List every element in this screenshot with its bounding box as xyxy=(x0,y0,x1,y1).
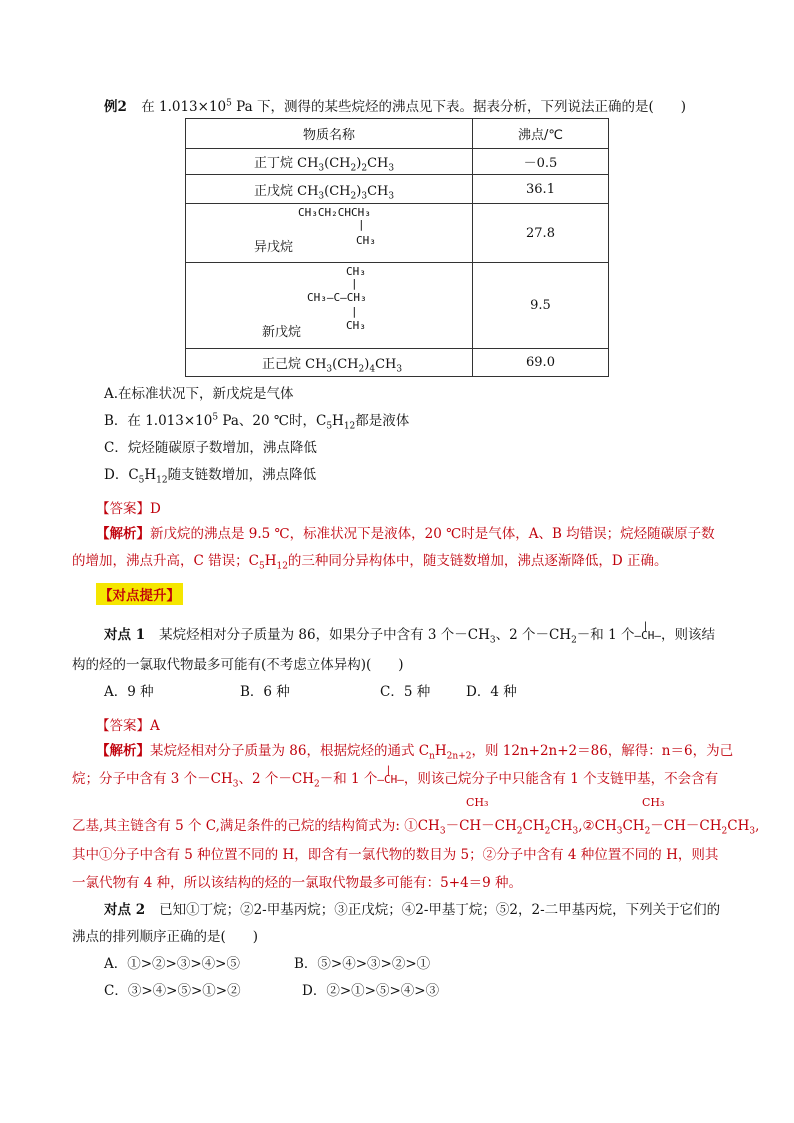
boiling-point-value: 27.8 xyxy=(473,204,609,263)
header-boiling-point: 沸点/℃ xyxy=(473,119,609,149)
q1-line2: 构的烃的一氯取代物最多可能有(不考虑立体异构)( ) xyxy=(72,657,404,673)
table-row xyxy=(186,175,609,204)
option-c: C．烷烃随碳原子数增加，沸点降低 xyxy=(104,440,317,456)
table-row xyxy=(186,263,609,349)
isopentane-name: 异戊烷 xyxy=(254,240,294,255)
substance-cell: 正己烷 $CH_3(CH_2)_4CH_3$ xyxy=(186,349,473,377)
boiling-point-value: 36.1 xyxy=(473,175,609,204)
explanation-1-line5: 一氯代物有 4 种，所以该结构的烃的一氯取代物最多可能有：5+4＝9 种。 xyxy=(72,875,523,891)
substance-cell xyxy=(186,263,473,349)
answer-1: 【答案】A xyxy=(96,718,160,734)
branch-methyl-2: CH₃ xyxy=(642,796,665,809)
section-heading: 【对点提升】 xyxy=(96,583,183,605)
option-d: D．$C_5H_{12}$随支链数增加，沸点降低 xyxy=(104,467,317,486)
q1-option-b: B．6 种 xyxy=(240,684,290,700)
q1-line1: 对点 1 某烷烃相对分子质量为 86，如果分子中含有 3 个$-CH_3$、2 个$-CH_2-$和 1 个 | —CH—，则该结 xyxy=(104,621,715,646)
q2-option-a: A．①>②>③>④>⑤ xyxy=(104,956,240,972)
header-substance: 物质名称 xyxy=(186,119,473,149)
neopentane-bottom: CH₃ xyxy=(346,319,366,332)
q2-option-d: D．②>①>⑤>④>③ xyxy=(302,983,440,999)
option-b: B．在 $1.013\times 10^5$ Pa、20 ℃时，$C_5H_{12}$都是液体 xyxy=(104,412,410,432)
q2-line2: 沸点的排列顺序正确的是( ) xyxy=(72,929,259,945)
explanation-2-line2: 的增加，沸点升高，C 错误；$C_5H_{12}$的三种同分异构体中，随支链数增加，沸点逐渐降低，D 正确。 xyxy=(72,553,668,572)
explanation-1-line3: 乙基,其主链含有 5 个 C,满足条件的己烷的结构简式为: $①CH_3-CH-CH_2CH_2CH_3,②CH_3CH_2-CH-CH_2CH_3$, xyxy=(72,818,760,837)
boiling-point-value: －0.5 xyxy=(473,149,609,175)
answer-2: 【答案】D xyxy=(96,501,161,517)
explanation-1-line4: 其中①分子中含有 5 种位置不同的 H，即含有一氯代物的数目为 5；②分子中含有 4 种位置不同的 H，则其 xyxy=(72,847,719,863)
explanation-1-line1: 【解析】某烷烃相对分子质量为 86，根据烷烃的通式 $C_nH_{2n+2}$，则 12n+2n+2＝86，解得：n＝6，为己 xyxy=(96,743,734,762)
neopentane-top: CH₃ xyxy=(346,265,366,278)
q1-option-a: A．9 种 xyxy=(104,684,154,700)
example-label: 例2 xyxy=(104,99,127,115)
neopentane-name: 新戊烷 xyxy=(262,325,302,340)
explanation-1-line2: 烷；分子中含有 3 个$-CH_3$、2 个$-CH_2-$和 1 个 | —CH—，则该己烷分子中只能含有 1 个支链甲基，不会含有 xyxy=(72,765,719,790)
branch-methyl-1: CH₃ xyxy=(466,796,489,809)
neopentane-middle: CH₃—C—CH₃ xyxy=(307,291,367,304)
boiling-point-value: 9.5 xyxy=(473,263,609,349)
isopentane-structure-top: CH₃CH₂CHCH₃ xyxy=(298,206,371,219)
table-row xyxy=(186,149,609,175)
q2-line1: 对点 2 已知①丁烷；②2-甲基丙烷；③正戊烷；④2-甲基丁烷；⑤2，2-二甲基丙烷，下列关于它们的 xyxy=(104,902,721,918)
boiling-point-value: 69.0 xyxy=(473,349,609,377)
q2-option-c: C．③>④>⑤>①>② xyxy=(104,983,241,999)
q2-option-b: B．⑤>④>③>②>① xyxy=(294,956,431,972)
q1-option-d: D．4 种 xyxy=(466,684,517,700)
isopentane-bond: | xyxy=(358,218,365,231)
isopentane-structure-bottom: CH₃ xyxy=(356,234,376,247)
boiling-point-table xyxy=(185,118,609,377)
table-header-row xyxy=(186,119,609,149)
table-row xyxy=(186,349,609,377)
q1-option-c: C．5 种 xyxy=(380,684,431,700)
neopentane-bond-bottom: | xyxy=(351,305,358,318)
question-text: 在 $1.013\times 10^5$ Pa 下，测得的某些烷烃的沸点见下表。据表分析，下列说法正确的是( ) xyxy=(141,98,687,115)
example2-question xyxy=(104,95,686,115)
option-a: A.在标准状况下，新戊烷是气体 xyxy=(104,386,294,402)
substance-cell xyxy=(186,204,473,263)
substance-cell: 正戊烷 $CH_3(CH_2)_3CH_3$ xyxy=(186,175,473,204)
explanation-2-line1: 【解析】新戊烷的沸点是 9.5 ℃，标准状况下是液体，20 ℃时是气体，A、B 均错误；烷烃随碳原子数 xyxy=(96,526,715,542)
table-row xyxy=(186,204,609,263)
substance-cell: 正丁烷 $CH_3(CH_2)_2CH_3$ xyxy=(186,149,473,175)
neopentane-bond-top: | xyxy=(351,277,358,290)
